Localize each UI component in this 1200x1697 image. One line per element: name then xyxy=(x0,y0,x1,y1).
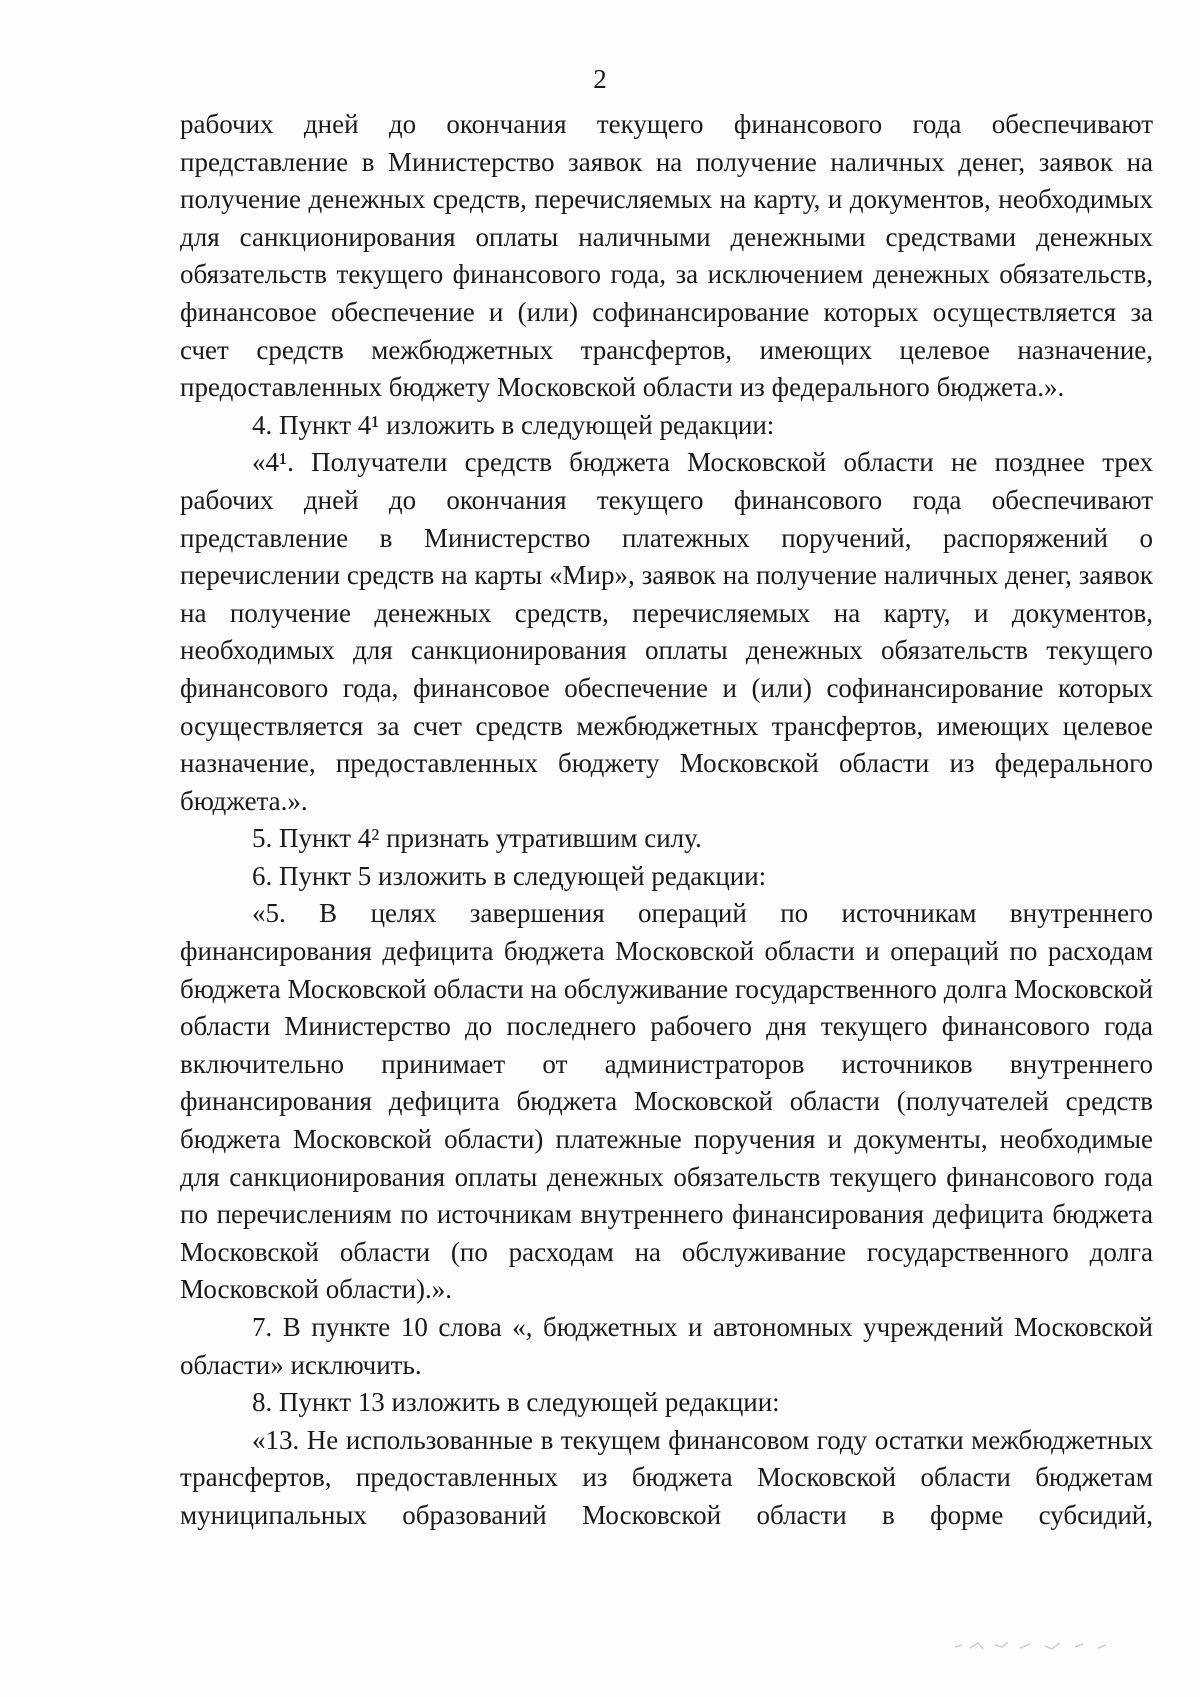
scan-noise-mark xyxy=(950,1633,1120,1655)
paragraph-item-4-1-text: «4¹. Получатели средств бюджета Московской области не позднее трех рабочих дней до окончания текущего финансового года обеспечивают представление в Министерство платежных поручений, распоряжений о перечислении средств на карты «Мир», заявок на получение наличных денег, заявок на получение денежных средств, перечисляемых на карту, и документов, необходимых для санкционирования оплаты денежных обязательств текущего финансового года, финансовое обеспечение и (или) софинансирование которых осуществляется за счет средств межбюджетных трансфертов, имеющих целевое назначение, предоставленных бюджету Московской области из федерального бюджета.». xyxy=(180,447,1153,816)
paragraph-continuation: рабочих дней до окончания текущего финансового года обеспечивают представление в Министерство заявок на получение наличных денег, заявок на получение денежных средств, перечисляемых на карту, и документов, необходимых для санкционирования оплаты наличными денежными средствами денежных обязательств текущего финансового года, за исключением денежных обязательств, финансовое обеспечение и (или) софинансирование которых осуществляется за счет средств межбюджетных трансфертов, имеющих целевое назначение, предоставленных бюджету Московской области из федерального бюджета.». xyxy=(180,109,1154,403)
document-body xyxy=(180,106,1153,1535)
page-number: 2 xyxy=(593,64,607,94)
paragraph-item-8: 8. Пункт 13 изложить в следующей редакции: xyxy=(252,1387,780,1418)
paragraph-item-5: 5. Пункт 4² признать утратившим силу. xyxy=(252,823,702,854)
paragraph-item-4: 4. Пункт 4¹ изложить в следующей редакции: xyxy=(252,409,775,440)
paragraph-item-7: 7. В пункте 10 слова «, бюджетных и автономных учреждений Московской области» исключить. xyxy=(180,1312,1153,1380)
paragraph-item-6: 6. Пункт 5 изложить в следующей редакции: xyxy=(252,860,767,891)
paragraph-item-13-text: «13. Не использованные в текущем финансовом году остатки межбюджетных трансфертов, предоставленных из бюджета Московской области бюджетам муниципальных образований Московской области в форме субсидий, xyxy=(180,1424,1153,1530)
paragraph-item-5-text: «5. В целях завершения операций по источникам внутреннего финансирования дефицита бюджета Московской области и операций по расходам бюджета Московской области на обслуживание государственного долга Московской области Министерство до последнего рабочего дня текущего финансового года включительно принимает от администраторов источников внутреннего финансирования дефицита бюджета Московской области (получателей средств бюджета Московской области) платежные поручения и документы, необходимые для санкционирования оплаты денежных обязательств текущего финансового года по перечислениям по источникам внутреннего финансирования дефицита бюджета Московской области (по расходам на обслуживание государственного долга Московской области).». xyxy=(180,898,1153,1305)
